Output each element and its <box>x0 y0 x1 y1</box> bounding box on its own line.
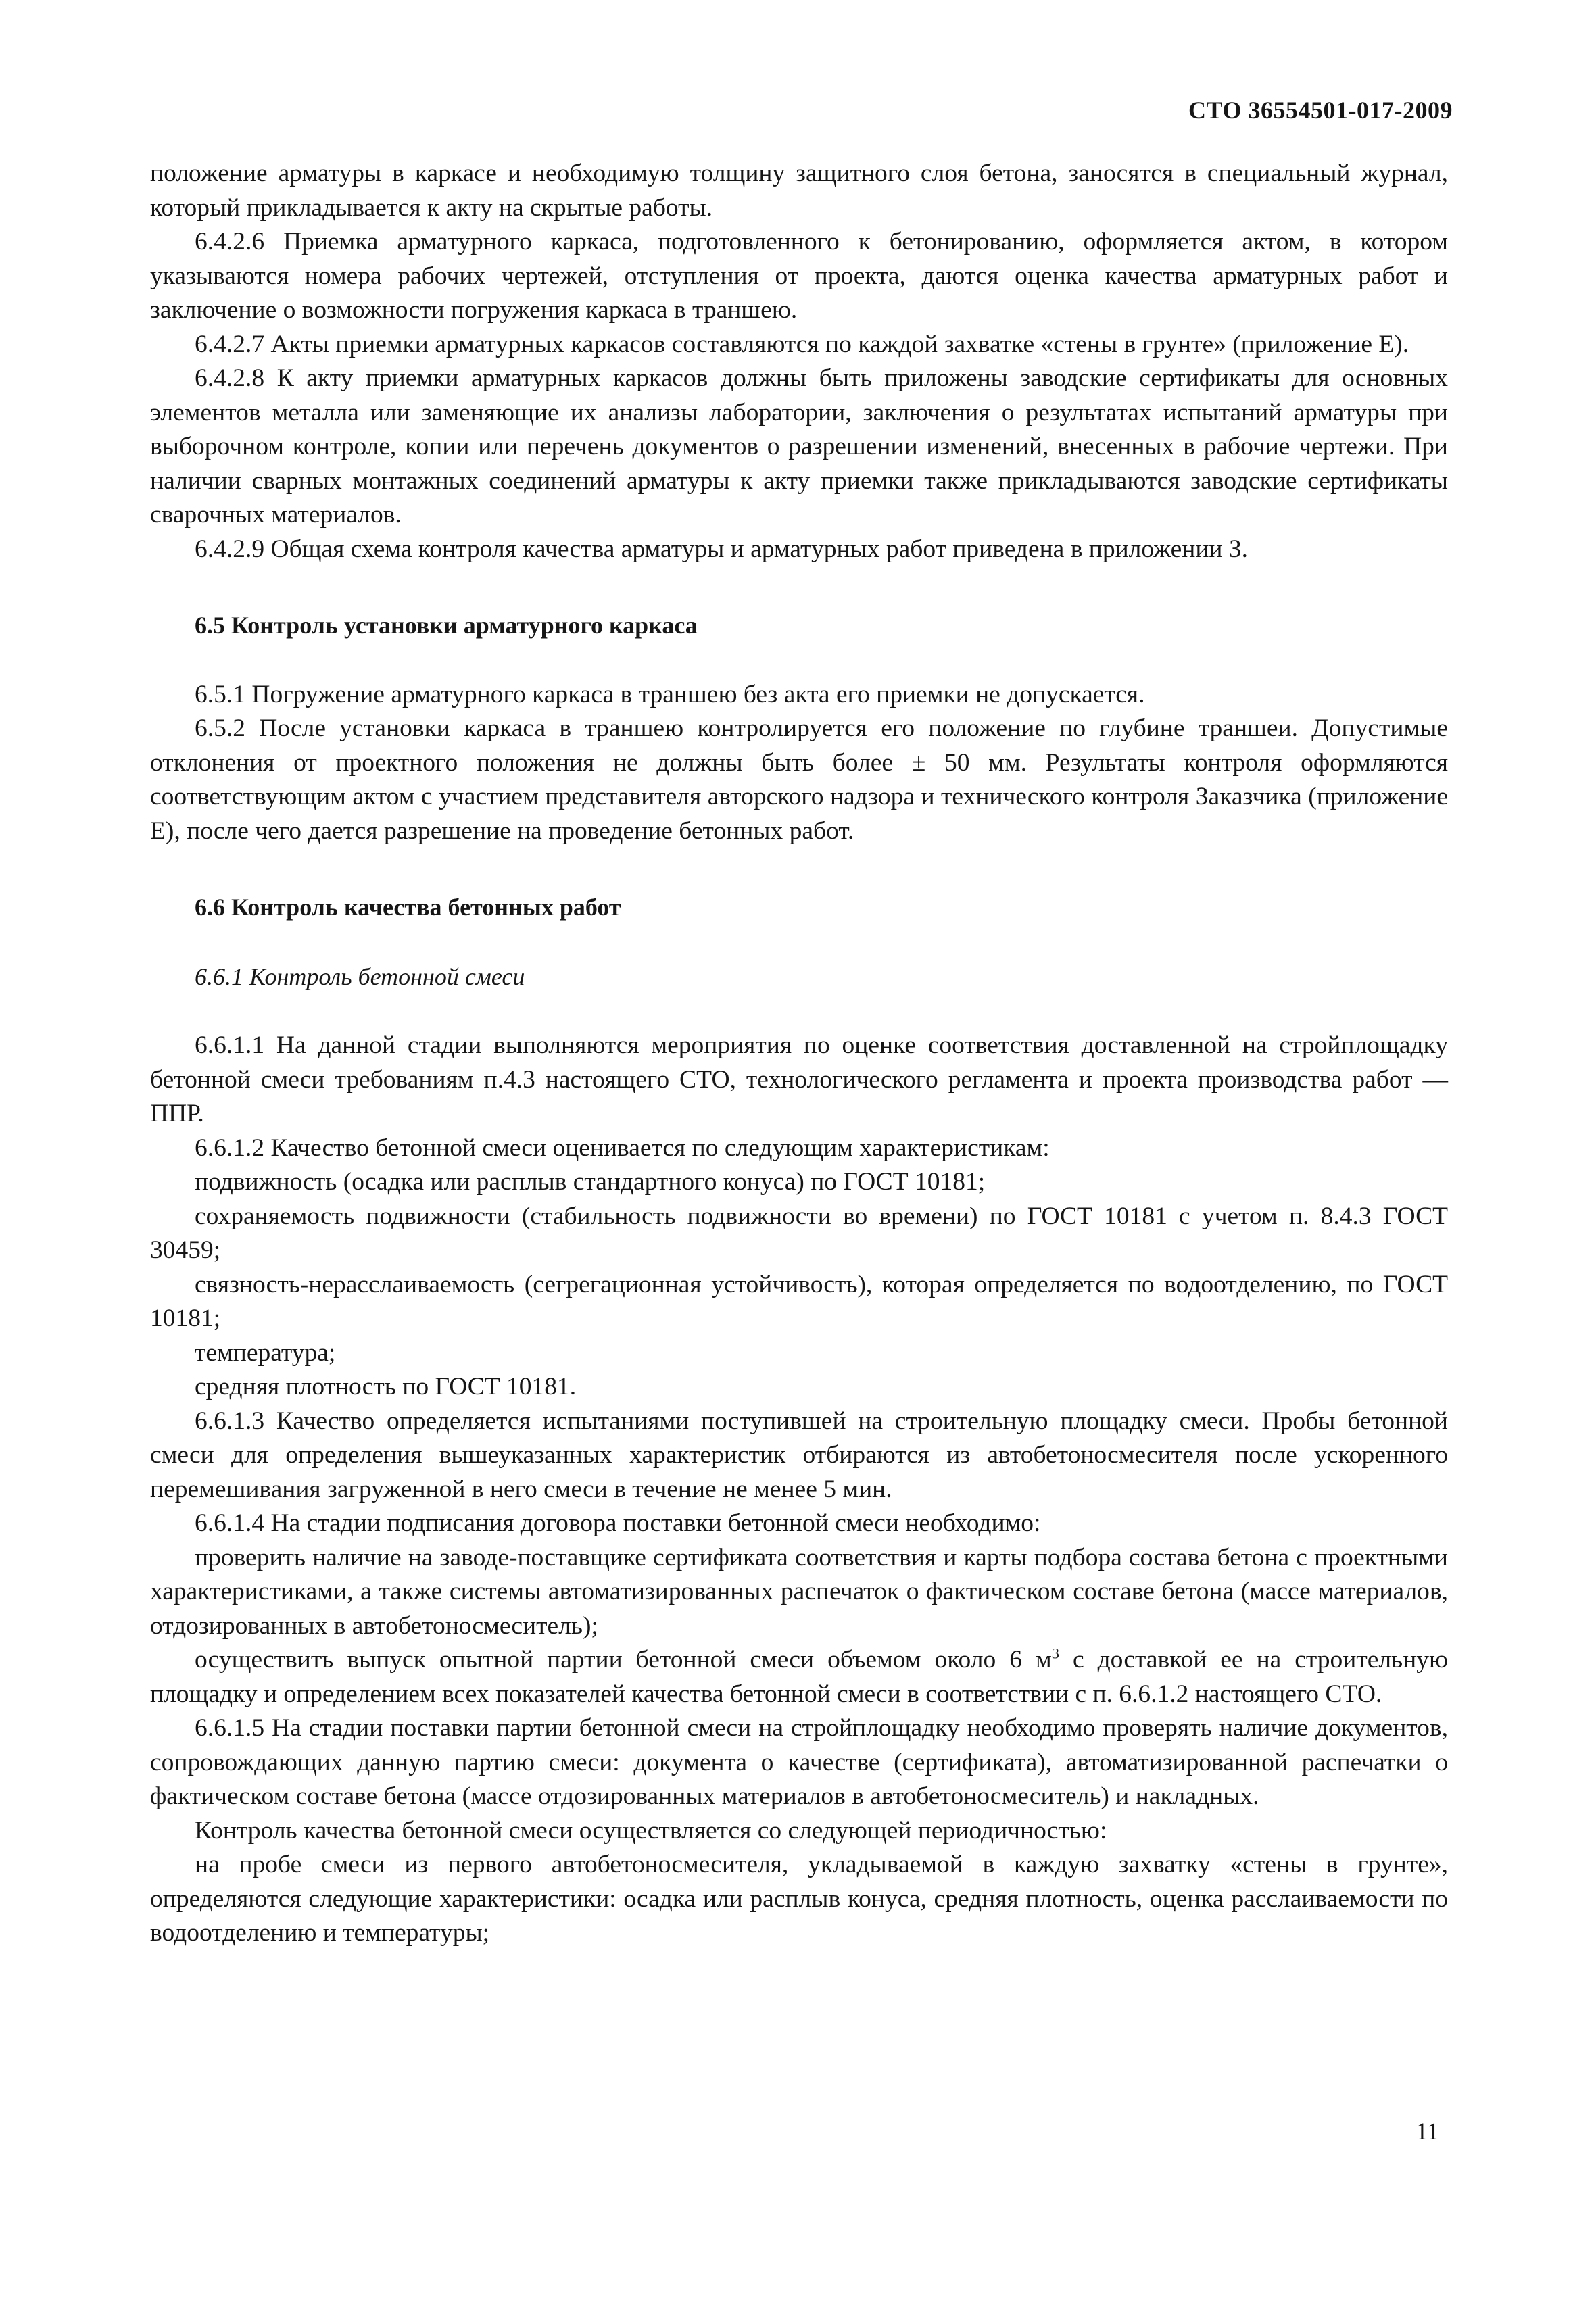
section-heading-6-5: 6.5 Контроль установки арматурного каркаса <box>195 612 698 639</box>
volume-text-after: с доставкой ее на строительную площадку и определением всех показателей качества бетонной смеси в соответствии с п. 6.6.1.2 настоящего СТО. <box>150 1646 1448 1708</box>
spacer <box>150 848 1448 890</box>
paragraph-6-6-1-5: 6.6.1.5 На стадии поставки партии бетонной смеси на стройплощадку необходимо проверять наличие документов, сопровождающих данную партию смеси: документа о качестве (сертификата), автоматизированной распечатки о фактическом составе бетона (массе отдозированных материалов в автобетоносмеситель) и накладных. <box>150 1714 1448 1810</box>
paragraph-6-4-2-9: 6.4.2.9 Общая схема контроля качества арматуры и арматурных работ приведена в приложении З. <box>195 535 1248 563</box>
list-item: проверить наличие на заводе-поставщике сертификата соответствия и карты подбора состава бетона с проектными характеристиками, а также системы автоматизированных распечаток о фактическом составе бетона (массе материалов, отдозированных в автобетоносмеситель); <box>150 1543 1448 1640</box>
list-item: средняя плотность по ГОСТ 10181. <box>195 1373 577 1400</box>
document-code: СТО 36554501-017-2009 <box>1188 97 1453 124</box>
page-number: 11 <box>1416 2118 1439 2145</box>
volume-text-before: осуществить выпуск опытной партии бетонной смеси объемом около 6 м <box>195 1646 1052 1674</box>
paragraph-6-6-1-1: 6.6.1.1 На данной стадии выполняются мероприятия по оценке соответствия доставленной на стройплощадку бетонной смеси требованиям п.4.3 настоящего СТО, технологического регламента и проекта производства работ — ППР. <box>150 1031 1448 1127</box>
spacer <box>150 643 1448 678</box>
section-heading-6-6: 6.6 Контроль качества бетонных работ <box>195 894 621 921</box>
paragraph-6-4-2-7: 6.4.2.7 Акты приемки арматурных каркасов составляются по каждой захватке «стены в грунте» (приложение Е). <box>195 330 1409 358</box>
list-item: связность-нерасслаиваемость (сегрегационная устойчивость), которая определяется по водоотделению, по ГОСТ 10181; <box>150 1270 1448 1332</box>
page-body <box>150 157 1448 1951</box>
subsection-heading-6-6-1: 6.6.1 Контроль бетонной смеси <box>195 962 525 990</box>
list-item: подвижность (осадка или расплыв стандартного конуса) по ГОСТ 10181; <box>195 1168 986 1196</box>
superscript-three: 3 <box>1051 1644 1059 1662</box>
paragraph-6-6-1-4: 6.6.1.4 На стадии подписания договора поставки бетонной смеси необходимо: <box>195 1509 1041 1537</box>
paragraph-6-5-2: 6.5.2 После установки каркаса в траншею контролируется его положение по глубине траншеи. Допустимые отклонения от проектного положения не должны быть более ± 50 мм. Результаты контроля оформляются соответствующим актом с участием представителя авторского надзора и технического контроля Заказчика (приложение Е), после чего дается разрешение на проведение бетонных работ. <box>150 714 1448 845</box>
paragraph-6-6-1-2: 6.6.1.2 Качество бетонной смеси оценивается по следующим характеристикам: <box>195 1134 1050 1162</box>
list-item: на пробе смеси из первого автобетоносмесителя, укладываемой в каждую захватку «стены в грунте», определяются следующие характеристики: осадка или расплыв конуса, средняя плотность, оценка расслаиваемости по водоотделению и температуры; <box>150 1851 1448 1947</box>
paragraph-6-6-1-3: 6.6.1.3 Качество определяется испытаниями поступившей на строительную площадку смеси. Пробы бетонной смеси для определения вышеуказанных характеристик отбираются из автобетоносмесителя после ускоренного перемешивания загруженной в него смеси в течение не менее 5 мин. <box>150 1407 1448 1503</box>
paragraph: положение арматуры в каркасе и необходимую толщину защитного слоя бетона, заносятся в специальный журнал, который прикладывается к акту на скрытые работы. <box>150 160 1448 222</box>
spacer <box>150 566 1448 608</box>
list-item-volume <box>150 1643 1448 1711</box>
spacer <box>150 994 1448 1029</box>
paragraph: Контроль качества бетонной смеси осуществляется со следующей периодичностью: <box>195 1816 1107 1845</box>
paragraph-6-4-2-6: 6.4.2.6 Приемка арматурного каркаса, подготовленного к бетонированию, оформляется актом, в котором указываются номера рабочих чертежей, отступления от проекта, даются оценка качества арматурных работ и заключение о возможности погружения каркаса в траншею. <box>150 228 1448 324</box>
list-item: сохраняемость подвижности (стабильность подвижности во времени) по ГОСТ 10181 с учетом п. 8.4.3 ГОСТ 30459; <box>150 1202 1448 1264</box>
spacer <box>150 925 1448 960</box>
paragraph-6-4-2-8: 6.4.2.8 К акту приемки арматурных каркасов должны быть приложены заводские сертификаты для основных элементов металла или заменяющие их анализы лаборатории, заключения о результатах испытаний арматуры при выборочном контроле, копии или перечень документов о разрешении изменений, внесенных в рабочие чертежи. При наличии сварных монтажных соединений арматуры к акту приемки также прикладываются заводские сертификаты сварочных материалов. <box>150 364 1448 529</box>
paragraph-6-5-1: 6.5.1 Погружение арматурного каркаса в траншею без акта его приемки не допускается. <box>195 680 1145 708</box>
list-item: температура; <box>195 1338 336 1367</box>
